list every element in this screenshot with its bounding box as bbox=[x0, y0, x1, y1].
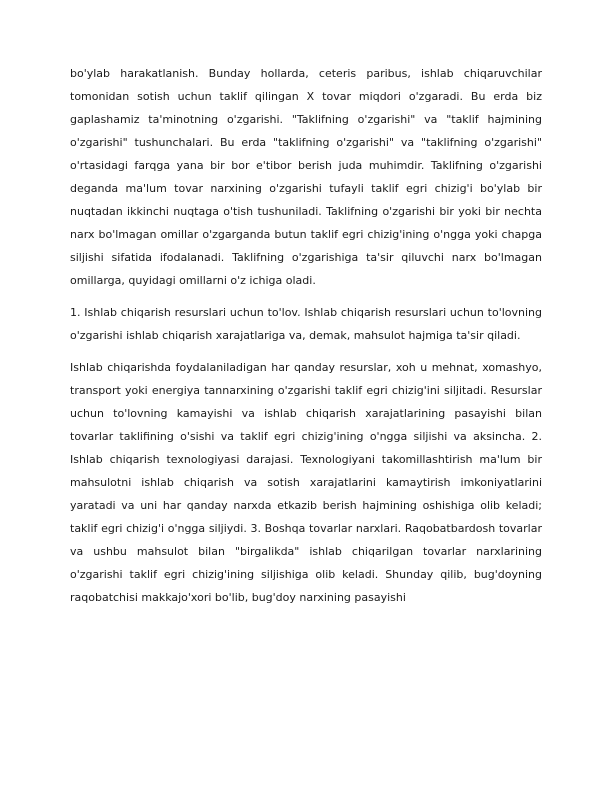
document-page bbox=[70, 62, 542, 618]
paragraph-resource-payment: 1. Ishlab chiqarish resurslari uchun to'lov. Ishlab chiqarish resurslari uchun to'lovning o'zgarishi ishlab chiqarish xarajatlariga va, demak, mahsulot hajmiga ta'sir qiladi. bbox=[70, 306, 542, 342]
paragraph-intro: bo'ylab harakatlanish. Bunday hollarda, ceteris paribus, ishlab chiqaruvchilar tomonidan sotish uchun taklif qilingan X tovar miqdori o'zgaradi. Bu erda biz gaplashamiz ta'minotning o'zgarishi. "Taklifning o'zgarishi" va "taklif hajmining o'zgarishi" tushunchalari. Bu erda "taklifning o'zgarishi" va "taklifning o'zgarishi" o'rtasidagi farqga yana bir bor e'tibor berish juda muhimdir. Taklifning o'zgarishi deganda ma'lum tovar narxining o'zgarishi tufayli taklif egri chizig'i bo'ylab bir nuqtadan ikkinchi nuqtaga o'tish tushuniladi. Taklifning o'zgarishi bir yoki bir nechta narx bo'lmagan omillar o'zgarganda butun taklif egri chizig'ining o'ngga yoki chapga siljishi sifatida ifodalanadi. Taklifning o'zgarishiga ta'sir qiluvchi narx bo'lmagan omillarga, quyidagi omillarni o'z ichiga oladi. bbox=[70, 67, 542, 287]
paragraph-factors: Ishlab chiqarishda foydalaniladigan har qanday resurslar, xoh u mehnat, xomashyo, transport yoki energiya tannarxining o'zgarishi taklif egri chizig'ini siljitadi. Resurslar uchun to'lovning kamayishi va ishlab chiqarish xarajatlarining pasayishi bilan tovarlar taklifining o'sishi va taklif egri chizig'ining o'ngga siljishi va aksincha. 2. Ishlab chiqarish texnologiyasi darajasi. Texnologiyani takomillashtirish ma'lum bir mahsulotni ishlab chiqarish va sotish xarajatlarini kamaytirish imkoniyatlarini yaratadi va uni har qanday narxda etkazib berish hajmining oshishiga olib keladi; taklif egri chizig'i o'ngga siljiydi. 3. Boshqa tovarlar narxlari. Raqobatbardosh tovarlar va ushbu mahsulot bilan "birgalikda" ishlab chiqarilgan tovarlar narxlarining o'zgarishi taklif egri chizig'ining siljishiga olib keladi. Shunday qilib, bug'doyning raqobatchisi makkajo'xori bo'lib, bug'doy narxining pasayishi bbox=[70, 361, 542, 604]
